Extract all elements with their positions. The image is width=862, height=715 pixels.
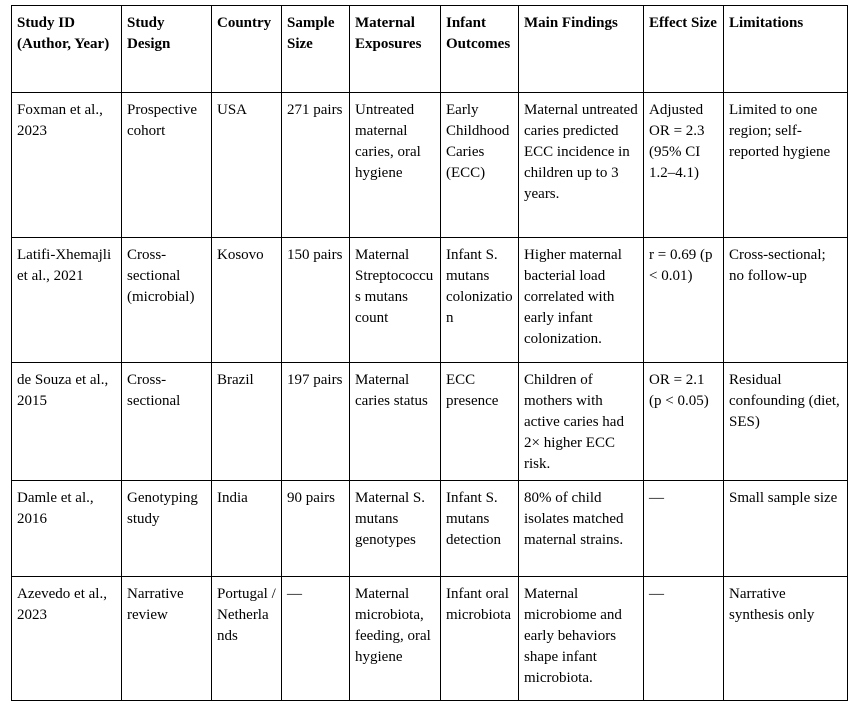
table-row bbox=[12, 363, 848, 481]
table-cell: 271 pairs bbox=[282, 93, 350, 238]
table-cell: Maternal Streptococcus mutans count bbox=[350, 238, 441, 363]
evidence-table bbox=[11, 5, 848, 701]
table-cell: Damle et al., 2016 bbox=[12, 481, 122, 577]
table-cell: Brazil bbox=[212, 363, 282, 481]
table-cell: Small sample size bbox=[724, 481, 848, 577]
table-cell: Maternal microbiota, feeding, oral hygiene bbox=[350, 577, 441, 701]
table-cell: Maternal S. mutans genotypes bbox=[350, 481, 441, 577]
table-cell: Infant oral microbiota bbox=[441, 577, 519, 701]
table-row bbox=[12, 238, 848, 363]
header-cell: Effect Size bbox=[644, 6, 724, 93]
table-cell: — bbox=[282, 577, 350, 701]
table-cell: Azevedo et al., 2023 bbox=[12, 577, 122, 701]
table-cell: Limited to one region; self-reported hygiene bbox=[724, 93, 848, 238]
table-cell: Higher maternal bacterial load correlated with early infant colonization. bbox=[519, 238, 644, 363]
table-cell: Early Childhood Caries (ECC) bbox=[441, 93, 519, 238]
table-cell: Children of mothers with active caries had 2× higher ECC risk. bbox=[519, 363, 644, 481]
table-row bbox=[12, 481, 848, 577]
header-cell: Infant Outcomes bbox=[441, 6, 519, 93]
table-cell: Portugal / Netherlands bbox=[212, 577, 282, 701]
header-cell: Main Findings bbox=[519, 6, 644, 93]
header-cell: Sample Size bbox=[282, 6, 350, 93]
table-cell: 150 pairs bbox=[282, 238, 350, 363]
table-cell: Latifi-Xhemajli et al., 2021 bbox=[12, 238, 122, 363]
table-cell: Infant S. mutans detection bbox=[441, 481, 519, 577]
table-cell: de Souza et al., 2015 bbox=[12, 363, 122, 481]
table-cell: Infant S. mutans colonization bbox=[441, 238, 519, 363]
table-cell: Cross-sectional bbox=[122, 363, 212, 481]
table-cell: Residual confounding (diet, SES) bbox=[724, 363, 848, 481]
table-cell: Narrative synthesis only bbox=[724, 577, 848, 701]
table-cell: — bbox=[644, 481, 724, 577]
table-cell: Genotyping study bbox=[122, 481, 212, 577]
table-cell: Kosovo bbox=[212, 238, 282, 363]
table-cell: Prospective cohort bbox=[122, 93, 212, 238]
header-cell: Study Design bbox=[122, 6, 212, 93]
table-cell: Narrative review bbox=[122, 577, 212, 701]
table-cell: Maternal caries status bbox=[350, 363, 441, 481]
table-cell: Adjusted OR = 2.3 (95% CI 1.2–4.1) bbox=[644, 93, 724, 238]
header-cell: Limitations bbox=[724, 6, 848, 93]
table-cell: — bbox=[644, 577, 724, 701]
table-cell: Maternal microbiome and early behaviors shape infant microbiota. bbox=[519, 577, 644, 701]
table-cell: USA bbox=[212, 93, 282, 238]
header-cell: Study ID (Author, Year) bbox=[12, 6, 122, 93]
table-cell: ECC presence bbox=[441, 363, 519, 481]
table-row bbox=[12, 93, 848, 238]
table-cell: Maternal untreated caries predicted ECC incidence in children up to 3 years. bbox=[519, 93, 644, 238]
table-cell: India bbox=[212, 481, 282, 577]
table-row bbox=[12, 577, 848, 701]
table-cell: Untreated maternal caries, oral hygiene bbox=[350, 93, 441, 238]
header-cell: Maternal Exposures bbox=[350, 6, 441, 93]
table-cell: 80% of child isolates matched maternal strains. bbox=[519, 481, 644, 577]
header-cell: Country bbox=[212, 6, 282, 93]
table-cell: Cross-sectional; no follow-up bbox=[724, 238, 848, 363]
table-cell: 90 pairs bbox=[282, 481, 350, 577]
table-cell: Cross-sectional (microbial) bbox=[122, 238, 212, 363]
table-cell: Foxman et al., 2023 bbox=[12, 93, 122, 238]
table-cell: OR = 2.1 (p < 0.05) bbox=[644, 363, 724, 481]
table-header-row bbox=[12, 6, 848, 93]
table-cell: 197 pairs bbox=[282, 363, 350, 481]
table-cell: r = 0.69 (p < 0.01) bbox=[644, 238, 724, 363]
